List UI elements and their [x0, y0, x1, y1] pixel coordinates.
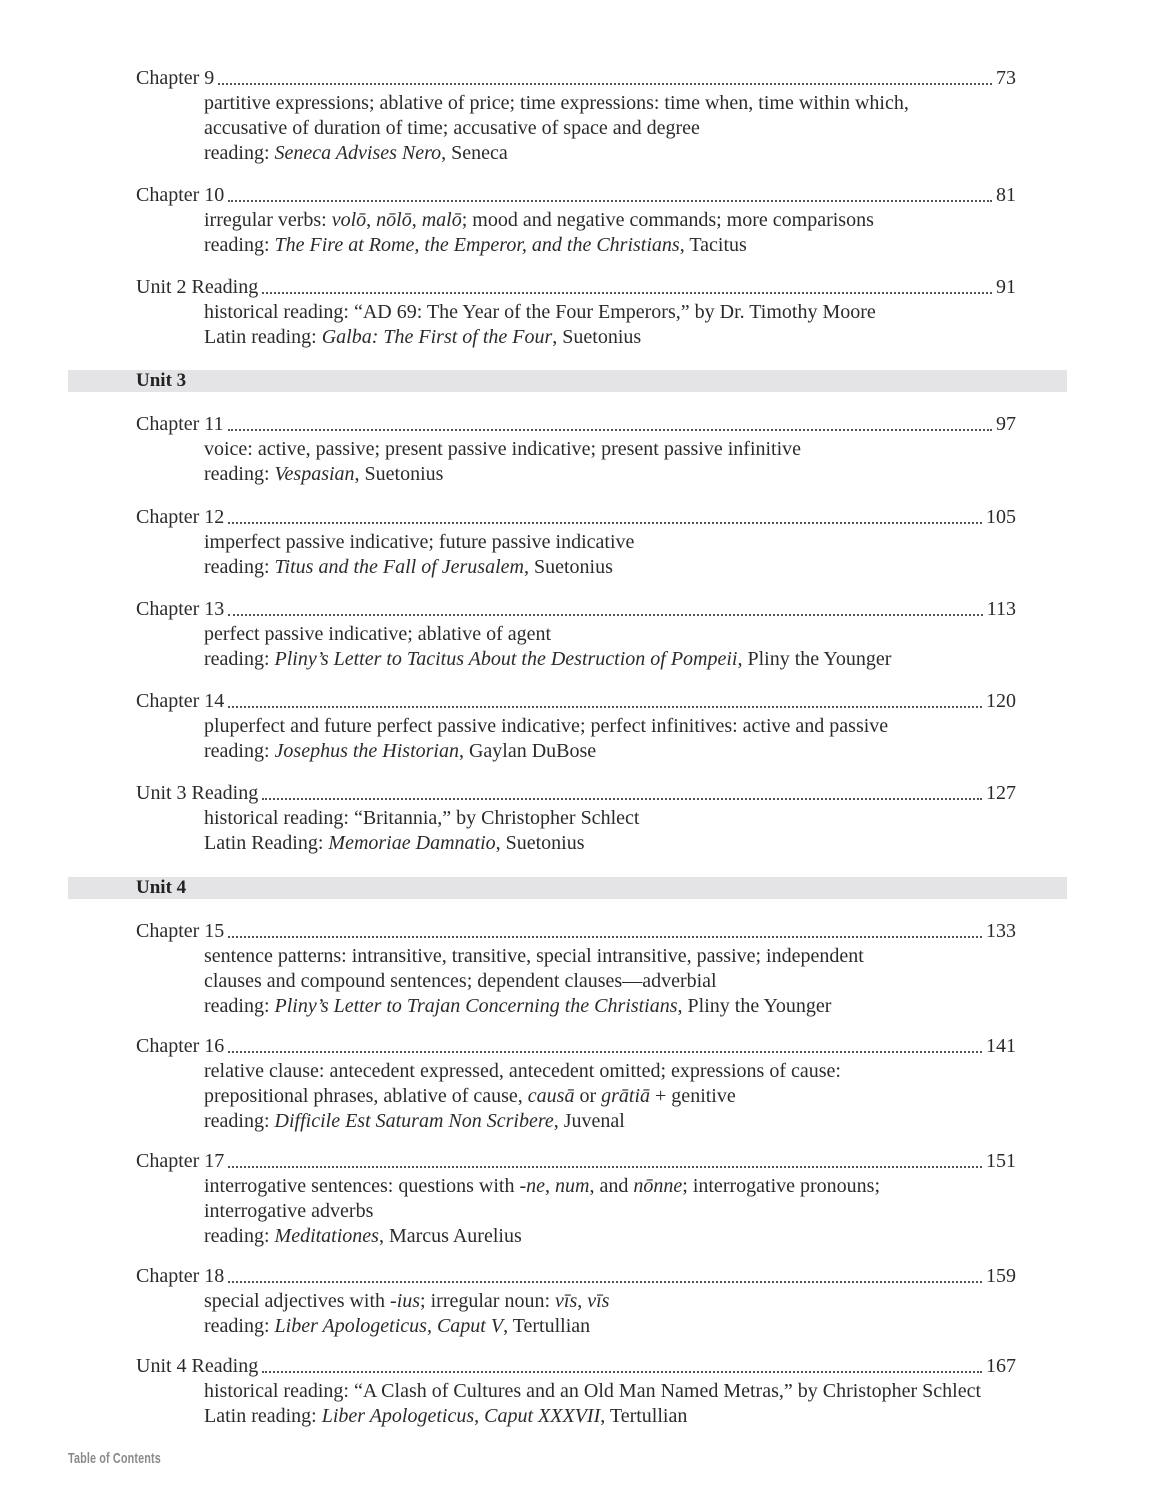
dot-leader	[228, 1166, 982, 1168]
toc-entry-description	[136, 1379, 1016, 1429]
toc-entry-headline[interactable]	[136, 689, 1016, 714]
text-run: irregular verbs:	[204, 209, 332, 231]
toc-entry-headline[interactable]	[136, 919, 1016, 944]
description-line	[204, 208, 1016, 233]
text-run: + genitive	[650, 1085, 736, 1107]
text-run: reading:	[204, 648, 275, 670]
description-line	[204, 233, 1016, 258]
toc-entry-title: Chapter 15	[136, 920, 225, 942]
toc-entry[interactable]	[136, 1149, 1016, 1249]
toc-entry-description	[136, 1059, 1016, 1134]
text-run: reading:	[204, 234, 275, 256]
toc-entry-page-number: 91	[996, 276, 1016, 298]
toc-entry-title: Chapter 17	[136, 1150, 225, 1172]
toc-entry[interactable]	[136, 597, 1016, 672]
text-run: ,	[474, 1405, 485, 1427]
dot-leader	[262, 1371, 982, 1373]
description-line	[204, 647, 1016, 672]
toc-entry-page-number: 151	[986, 1150, 1016, 1172]
dot-leader	[228, 936, 982, 938]
text-run: , Marcus Aurelius	[378, 1225, 522, 1247]
dot-leader	[262, 798, 982, 800]
toc-entry[interactable]	[136, 412, 1016, 487]
description-line	[204, 300, 1016, 325]
text-run: , Tertullian	[503, 1315, 591, 1337]
text-run: reading:	[204, 995, 275, 1017]
text-run: , Tacitus	[679, 234, 747, 256]
toc-entry-description	[136, 944, 1016, 1019]
italic-title: grātiā	[601, 1085, 651, 1107]
text-run: reading:	[204, 1315, 275, 1337]
italic-title: Meditationes	[274, 1225, 379, 1247]
description-line	[204, 555, 1016, 580]
toc-entry-description	[136, 208, 1016, 258]
text-run: , Juvenal	[553, 1110, 625, 1132]
toc-entry-description	[136, 91, 1016, 166]
description-line	[204, 1059, 1016, 1084]
toc-entry[interactable]	[136, 1264, 1016, 1339]
description-line	[204, 141, 1016, 166]
description-line	[204, 622, 1016, 647]
text-run: ; interrogative pronouns;	[682, 1175, 880, 1197]
toc-entry[interactable]	[136, 183, 1016, 258]
text-run: Latin Reading:	[204, 832, 329, 854]
description-line	[204, 1109, 1016, 1134]
toc-entry[interactable]	[136, 919, 1016, 1019]
toc-entry-title: Chapter 11	[136, 413, 224, 435]
toc-entry-page-number: 105	[986, 506, 1016, 528]
text-run: ,	[411, 209, 422, 231]
toc-entry-description	[136, 437, 1016, 487]
text-run: , Suetonius	[354, 463, 444, 485]
text-run: or	[574, 1085, 602, 1107]
text-run: ,	[577, 1290, 588, 1312]
toc-entry-headline[interactable]	[136, 412, 1016, 437]
text-run: ,	[426, 1315, 437, 1337]
toc-entry-headline[interactable]	[136, 505, 1016, 530]
toc-entry[interactable]	[136, 66, 1016, 166]
text-run: reading:	[204, 1225, 275, 1247]
italic-title: nōlō	[376, 209, 412, 231]
italic-title: Pliny’s Letter to Tacitus About the Destruction of Pompeii	[274, 648, 738, 670]
toc-entry-headline[interactable]	[136, 597, 1016, 622]
dot-leader	[228, 1281, 982, 1283]
toc-entry-page-number: 127	[986, 782, 1016, 804]
dot-leader	[228, 614, 982, 616]
toc-entry-headline[interactable]	[136, 1149, 1016, 1174]
italic-title: Galba: The First of the Four	[321, 326, 553, 348]
description-line	[204, 1084, 1016, 1109]
toc-entry-title: Chapter 12	[136, 506, 225, 528]
toc-entry[interactable]	[136, 689, 1016, 764]
description-line	[204, 806, 1016, 831]
italic-title: Memoriae Damnatio	[328, 832, 496, 854]
italic-title: Titus and the Fall of Jerusalem	[274, 556, 524, 578]
toc-entry-page-number: 73	[996, 67, 1016, 89]
toc-entry[interactable]	[136, 1354, 1016, 1429]
toc-entry-description	[136, 1174, 1016, 1249]
dot-leader	[228, 522, 982, 524]
text-run: , Seneca	[441, 142, 508, 164]
italic-title: nōnne	[633, 1175, 683, 1197]
toc-entry[interactable]	[136, 1034, 1016, 1134]
toc-entry-description	[136, 806, 1016, 856]
toc-entry-title: Chapter 10	[136, 184, 225, 206]
italic-title: Difficile Est Saturam Non Scribere	[274, 1110, 554, 1132]
italic-title: -ius	[390, 1290, 421, 1312]
description-line	[204, 969, 1016, 994]
description-line	[204, 1174, 1016, 1199]
text-run: reading:	[204, 463, 275, 485]
text-run: pluperfect and future perfect passive indicative; perfect infinitives: active and passive	[204, 715, 889, 737]
unit-header-bar	[68, 370, 1067, 392]
description-line	[204, 1199, 1016, 1224]
toc-entry-description	[136, 530, 1016, 580]
text-run: historical reading: “Britannia,” by Christopher Schlect	[204, 807, 640, 829]
text-run: interrogative sentences: questions with	[204, 1175, 520, 1197]
toc-entry[interactable]	[136, 275, 1016, 350]
text-run: , Suetonius	[552, 326, 642, 348]
text-run: special adjectives with	[204, 1290, 391, 1312]
italic-title: vīs	[587, 1290, 610, 1312]
footer-running-title: Table of Contents	[68, 1450, 161, 1467]
text-run: , Pliny the Younger	[677, 995, 832, 1017]
toc-entry-title: Unit 3 Reading	[136, 782, 259, 804]
toc-entry-page-number: 97	[996, 413, 1016, 435]
toc-entry-title: Chapter 14	[136, 690, 225, 712]
italic-title: The Fire at Rome, the Emperor, and the Christians	[274, 234, 680, 256]
italic-title: vīs	[555, 1290, 578, 1312]
toc-entry-description	[136, 1289, 1016, 1339]
text-run: clauses and compound sentences; dependent clauses—adverbial	[204, 970, 717, 992]
description-line	[204, 116, 1016, 141]
italic-title: num	[555, 1175, 590, 1197]
toc-entry-title: Chapter 16	[136, 1035, 225, 1057]
text-run: , Pliny the Younger	[737, 648, 892, 670]
text-run: sentence patterns: intransitive, transitive, special intransitive, passive; independent	[204, 945, 864, 967]
description-line	[204, 1314, 1016, 1339]
toc-entry-page-number: 141	[986, 1035, 1016, 1057]
description-line	[204, 714, 1016, 739]
toc-entry-headline[interactable]	[136, 781, 1016, 806]
text-run: ; irregular noun:	[420, 1290, 556, 1312]
toc-entry-page-number: 81	[996, 184, 1016, 206]
toc-entry-headline[interactable]	[136, 66, 1016, 91]
dot-leader	[228, 706, 982, 708]
italic-title: -ne	[519, 1175, 546, 1197]
description-line	[204, 994, 1016, 1019]
italic-title: Pliny’s Letter to Trajan Concerning the Christians	[274, 995, 678, 1017]
toc-entry-headline[interactable]	[136, 1264, 1016, 1289]
text-run: ,	[545, 1175, 556, 1197]
toc-entry-description	[136, 622, 1016, 672]
text-run: Latin reading:	[204, 326, 322, 348]
toc-entry-headline[interactable]	[136, 1354, 1016, 1379]
description-line	[204, 1289, 1016, 1314]
text-run: historical reading: “AD 69: The Year of the Four Emperors,” by Dr. Timothy Moore	[204, 301, 876, 323]
text-run: ,	[366, 209, 377, 231]
toc-entry-title: Unit 4 Reading	[136, 1355, 259, 1377]
toc-entry-page-number: 120	[986, 690, 1016, 712]
dot-leader	[228, 429, 992, 431]
italic-title: Josephus the Historian	[274, 740, 459, 762]
text-run: , and	[589, 1175, 634, 1197]
italic-title: malō	[421, 209, 462, 231]
description-line	[204, 1224, 1016, 1249]
italic-title: Vespasian	[274, 463, 355, 485]
description-line	[204, 1379, 1016, 1404]
text-run: reading:	[204, 556, 275, 578]
description-line	[204, 325, 1016, 350]
dot-leader	[262, 292, 992, 294]
italic-title: Liber Apologeticus	[274, 1315, 427, 1337]
toc-entry-title: Chapter 9	[136, 67, 215, 89]
description-line	[204, 1404, 1016, 1429]
description-line	[204, 739, 1016, 764]
toc-entry[interactable]	[136, 505, 1016, 580]
toc-entry-title: Chapter 18	[136, 1265, 225, 1287]
text-run: interrogative adverbs	[204, 1200, 374, 1222]
text-run: prepositional phrases, ablative of cause,	[204, 1085, 528, 1107]
unit-heading: Unit 3	[136, 370, 187, 391]
text-run: relative clause: antecedent expressed, antecedent omitted; expressions of cause:	[204, 1060, 841, 1082]
text-run: accusative of duration of time; accusative of space and degree	[204, 117, 700, 139]
toc-entry-page-number: 113	[986, 598, 1016, 620]
italic-title: Liber Apologeticus	[321, 1405, 475, 1427]
text-run: imperfect passive indicative; future passive indicative	[204, 531, 635, 553]
toc-entry-headline[interactable]	[136, 183, 1016, 208]
description-line	[204, 831, 1016, 856]
italic-title: Caput XXXVII	[484, 1405, 601, 1427]
dot-leader	[218, 83, 992, 85]
text-run: , Suetonius	[495, 832, 585, 854]
italic-title: Caput V	[436, 1315, 504, 1337]
description-line	[204, 91, 1016, 116]
toc-entry-headline[interactable]	[136, 1034, 1016, 1059]
unit-heading: Unit 4	[136, 877, 187, 898]
unit-header-bar	[68, 877, 1067, 899]
text-run: , Gaylan DuBose	[458, 740, 597, 762]
dot-leader	[228, 1051, 982, 1053]
text-run: reading:	[204, 142, 275, 164]
text-run: reading:	[204, 740, 275, 762]
toc-entry-headline[interactable]	[136, 275, 1016, 300]
toc-entry-title: Unit 2 Reading	[136, 276, 259, 298]
text-run: reading:	[204, 1110, 275, 1132]
text-run: historical reading: “A Clash of Cultures and an Old Man Named Metras,” by Christopher Schlect	[204, 1380, 982, 1402]
text-run: , Tertullian	[600, 1405, 688, 1427]
toc-entry-page-number: 159	[986, 1265, 1016, 1287]
toc-entry-title: Chapter 13	[136, 598, 225, 620]
text-run: voice: active, passive; present passive indicative; present passive infinitive	[204, 438, 802, 460]
italic-title: causā	[527, 1085, 575, 1107]
description-line	[204, 944, 1016, 969]
text-run: , Suetonius	[523, 556, 613, 578]
text-run: ; mood and negative commands; more comparisons	[461, 209, 874, 231]
italic-title: volō	[331, 209, 367, 231]
text-run: perfect passive indicative; ablative of agent	[204, 623, 552, 645]
toc-entry-page-number: 167	[986, 1355, 1016, 1377]
italic-title: Seneca Advises Nero	[274, 142, 442, 164]
toc-entry-description	[136, 300, 1016, 350]
toc-entry-page-number: 133	[986, 920, 1016, 942]
toc-entry-description	[136, 714, 1016, 764]
dot-leader	[228, 200, 992, 202]
toc-entry[interactable]	[136, 781, 1016, 856]
description-line	[204, 437, 1016, 462]
description-line	[204, 530, 1016, 555]
description-line	[204, 462, 1016, 487]
text-run: Latin reading:	[204, 1405, 322, 1427]
text-run: partitive expressions; ablative of price; time expressions: time when, time within which,	[204, 92, 909, 114]
